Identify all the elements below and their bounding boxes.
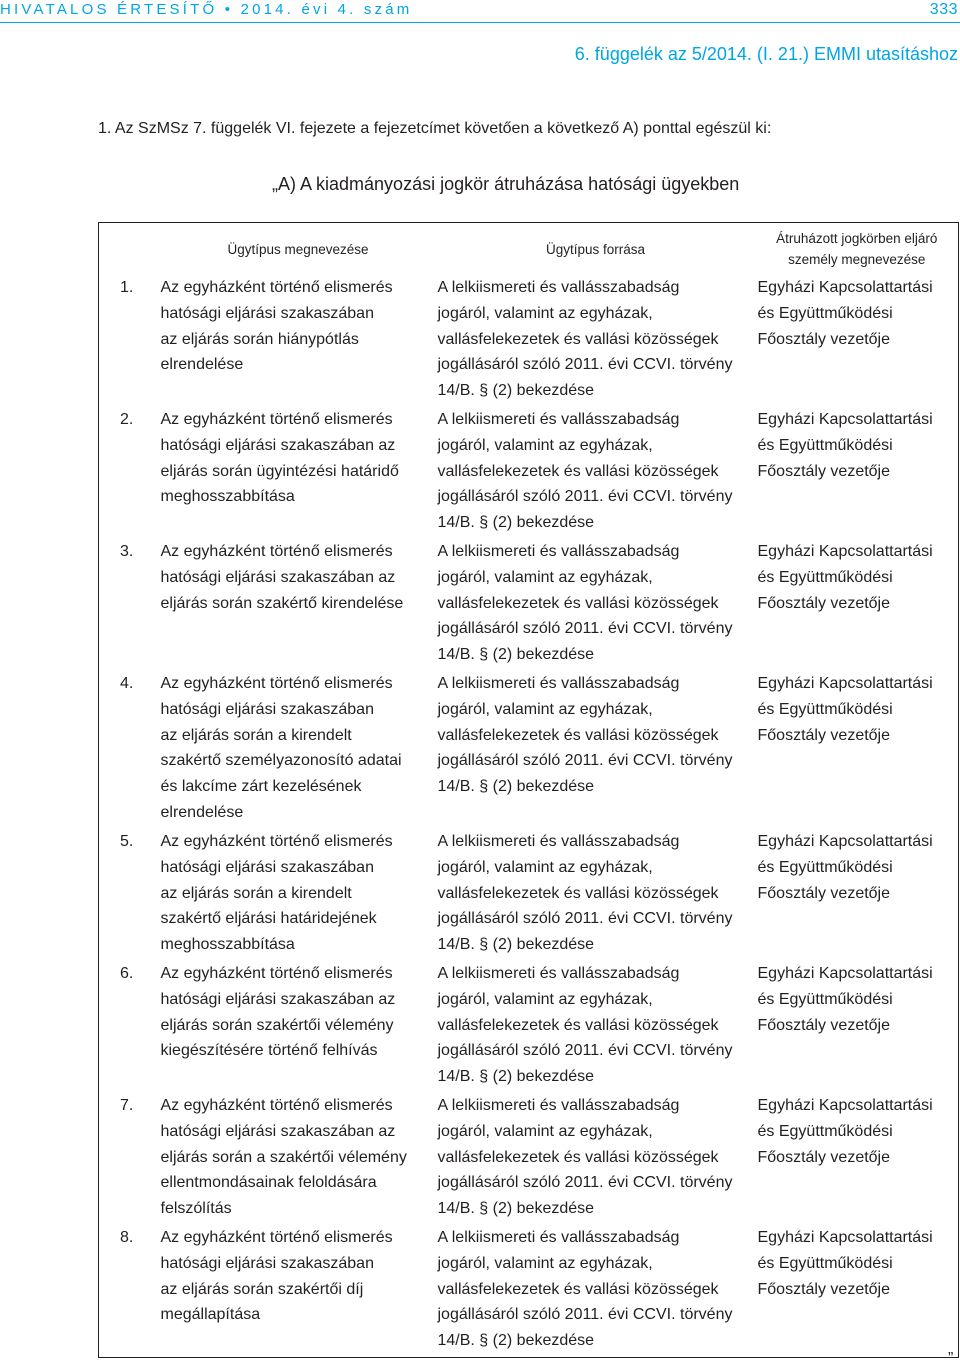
row-number: 5. [120, 833, 134, 850]
row-source-cell [436, 1225, 756, 1357]
row-type-name-cell [161, 275, 436, 407]
header-type-name: Ügytípus megnevezése [227, 241, 369, 257]
row-type-name: Az egyházként történő elismerés hatósági eljárási szakaszában az eljárás során szakértői díj megállapítása [160, 1229, 393, 1324]
header-rule [0, 22, 960, 23]
row-type-name: Az egyházként történő elismerés hatósági eljárási szakaszában az eljárás során ügyintézési határidő meghosszabbítása [160, 411, 399, 506]
table-row [99, 961, 959, 1093]
row-number: 3. [120, 543, 134, 560]
row-type-name: Az egyházként történő elismerés hatósági eljárási szakaszában az eljárás során a szakértői vélemény ellentmondásainak feloldására felszólítás [160, 1097, 407, 1218]
row-authority: Egyházi Kapcsolattartási és Együttműködési Főosztály vezetője [757, 965, 933, 1034]
row-source: A lelkiismereti és vallásszabadság jogáról, valamint az egyházak, vallásfelekezetek és vallási közösségek jogállásáról szóló 2011. évi CCVI. törvény 14/B. § (2) bekezdése [437, 965, 733, 1086]
row-authority-cell [756, 1225, 959, 1357]
row-authority: Egyházi Kapcsolattartási és Együttműködési Főosztály vezetője [757, 411, 933, 480]
row-number: 8. [120, 1229, 134, 1246]
table-row [99, 1093, 959, 1225]
row-source: A lelkiismereti és vallásszabadság jogáról, valamint az egyházak, vallásfelekezetek és vallási közösségek jogállásáról szóló 2011. évi CCVI. törvény 14/B. § (2) bekezdése [437, 675, 733, 796]
row-source-cell [436, 275, 756, 407]
header-delegate-text: Átruházott jogkörben eljáró személy megnevezése [776, 231, 938, 267]
row-type-name: Az egyházként történő elismerés hatósági eljárási szakaszában az eljárás során szakértő kirendelése [160, 543, 404, 612]
row-authority: Egyházi Kapcsolattartási és Együttműködési Főosztály vezetője [757, 279, 933, 348]
row-type-name: Az egyházként történő elismerés hatósági eljárási szakaszában az eljárás során hiánypótlás elrendelése [160, 279, 393, 374]
row-source: A lelkiismereti és vallásszabadság jogáról, valamint az egyházak, vallásfelekezetek és vallási közösségek jogállásáról szóló 2011. évi CCVI. törvény 14/B. § (2) bekezdése [437, 543, 733, 664]
row-type-name-cell [161, 1093, 436, 1225]
row-type-name-cell [161, 671, 436, 829]
page-number: 333 [929, 1, 958, 18]
row-authority-cell [756, 539, 959, 671]
row-source-cell [436, 1093, 756, 1225]
row-type-name-cell [161, 961, 436, 1093]
row-source-cell [436, 407, 756, 539]
running-header [0, 0, 960, 24]
row-authority-cell [756, 275, 959, 407]
row-source: A lelkiismereti és vallásszabadság jogáról, valamint az egyházak, vallásfelekezetek és vallási közösségek jogállásáról szóló 2011. évi CCVI. törvény 14/B. § (2) bekezdése [437, 411, 733, 532]
row-type-name-cell [161, 829, 436, 961]
row-number: 2. [120, 411, 134, 428]
row-authority-cell [756, 1093, 959, 1225]
table-row [99, 407, 959, 539]
section-title: „A) A kiadmányozási jogkör átruházása hatósági ügyekben [272, 174, 740, 194]
table-row [99, 671, 959, 829]
row-type-name-cell [161, 1225, 436, 1357]
row-authority-cell [756, 407, 959, 539]
row-source-cell [436, 829, 756, 961]
row-number: 6. [120, 965, 134, 982]
table-row [99, 275, 959, 407]
row-source: A lelkiismereti és vallásszabadság jogáról, valamint az egyházak, vallásfelekezetek és vallási közösségek jogállásáról szóló 2011. évi CCVI. törvény 14/B. § (2) bekezdése [437, 833, 733, 954]
row-authority-cell [756, 961, 959, 1093]
row-number: 1. [120, 279, 134, 296]
row-source: A lelkiismereti és vallásszabadság jogáról, valamint az egyházak, vallásfelekezetek és vallási közösségek jogállásáról szóló 2011. évi CCVI. törvény 14/B. § (2) bekezdése [437, 1229, 733, 1350]
row-number: 7. [120, 1097, 134, 1114]
row-authority: Egyházi Kapcsolattartási és Együttműködési Főosztály vezetője [757, 1097, 933, 1166]
appendix-title: 6. függelék az 5/2014. (I. 21.) EMMI utasításhoz [574, 44, 958, 64]
table-body [99, 275, 959, 1357]
row-source: A lelkiismereti és vallásszabadság jogáról, valamint az egyházak, vallásfelekezetek és vallási közösségek jogállásáról szóló 2011. évi CCVI. törvény 14/B. § (2) bekezdése [437, 279, 733, 400]
table-row [99, 1225, 959, 1357]
header-delegate [756, 223, 959, 276]
row-authority-cell [756, 671, 959, 829]
header-source: Ügytípus forrása [545, 241, 646, 257]
row-authority: Egyházi Kapcsolattartási és Együttműködési Főosztály vezetője [757, 675, 933, 744]
row-source-cell [436, 961, 756, 1093]
closing-quote: ” [948, 1350, 954, 1367]
row-source-cell [436, 539, 756, 671]
table-row [99, 539, 959, 671]
table-row [99, 829, 959, 961]
row-authority-cell [756, 829, 959, 961]
row-source: A lelkiismereti és vallásszabadság jogáról, valamint az egyházak, vallásfelekezetek és vallási közösségek jogállásáról szóló 2011. évi CCVI. törvény 14/B. § (2) bekezdése [437, 1097, 733, 1218]
header-num [99, 223, 161, 276]
row-authority: Egyházi Kapcsolattartási és Együttműködési Főosztály vezetője [757, 1229, 933, 1298]
intro-text: 1. Az SzMSz 7. függelék VI. fejezete a fejezetcímet követően a következő A) ponttal egészül ki: [98, 120, 772, 137]
row-authority: Egyházi Kapcsolattartási és Együttműködési Főosztály vezetője [757, 543, 933, 612]
row-type-name-cell [161, 407, 436, 539]
publication-title: HIVATALOS ÉRTESÍTŐ • 2014. évi 4. szám [0, 1, 413, 18]
row-authority: Egyházi Kapcsolattartási és Együttműködési Főosztály vezetője [757, 833, 933, 902]
row-type-name: Az egyházként történő elismerés hatósági eljárási szakaszában az eljárás során a kirendelt szakértő személyazonosító adatai és lakcíme zárt kezelésének elrendelése [160, 675, 402, 821]
row-number: 4. [120, 675, 134, 692]
table-header-row [99, 223, 959, 276]
row-source-cell [436, 671, 756, 829]
row-type-name-cell [161, 539, 436, 671]
row-type-name: Az egyházként történő elismerés hatósági eljárási szakaszában az eljárás során szakértői vélemény kiegészítésére történő felhívás [160, 965, 396, 1060]
delegation-table [98, 222, 959, 1358]
row-type-name: Az egyházként történő elismerés hatósági eljárási szakaszában az eljárás során a kirendelt szakértő eljárási határidejének meghosszabbítása [160, 833, 393, 954]
